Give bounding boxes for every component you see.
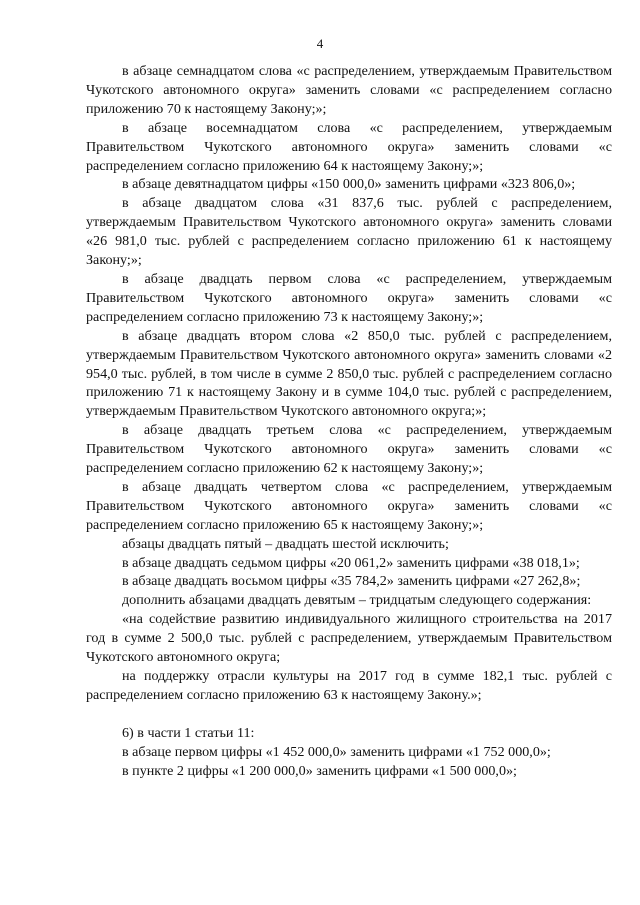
paragraph: в пункте 2 цифры «1 200 000,0» заменить цифрами «1 500 000,0»; <box>122 762 517 779</box>
paragraph: в абзаце восемнадцатом слова «с распределением, утверждаемым Правительством Чукотского автономного округа» заменить словами «с распределением согласно приложению 64 к настоящему Закону;»; <box>86 119 612 174</box>
paragraph: «на содействие развитию индивидуального жилищного строительства на 2017 год в сумме 2 500,0 тыс. рублей с распределением, утверждаемым Правительством Чукотского автономного округа; <box>86 611 612 666</box>
paragraph: в абзаце двадцать седьмом цифры «20 061,2» заменить цифрами «38 018,1»; <box>122 554 580 571</box>
paragraph: абзацы двадцать пятый – двадцать шестой исключить; <box>122 535 449 552</box>
paragraph: дополнить абзацами двадцать девятым – тридцатым следующего содержания: <box>122 592 592 609</box>
paragraph: на поддержку отрасли культуры на 2017 год в сумме 182,1 тыс. рублей с распределением согласно приложению 63 к настоящему Закону.»; <box>86 668 612 703</box>
paragraph: в абзаце двадцать восьмом цифры «35 784,2» заменить цифрами «27 262,8»; <box>122 573 581 590</box>
paragraph: в абзаце девятнадцатом цифры «150 000,0» заменить цифрами «323 806,0»; <box>122 176 576 193</box>
paragraph: в абзаце двадцать первом слова «с распределением, утверждаемым Правительством Чукотского автономного округа» заменить словами «с распределением согласно приложению 73 к настоящему Закону;»; <box>86 270 612 325</box>
paragraph: 6) в части 1 статьи 11: <box>122 724 255 741</box>
paragraph: в абзаце двадцать четвертом слова «с распределением, утверждаемым Правительством Чукотского автономного округа» заменить словами «с распределением согласно приложению 65 к настоящему Закону;»; <box>86 478 612 533</box>
page-number: 4 <box>316 36 324 51</box>
paragraph: в абзаце двадцать третьем слова «с распределением, утверждаемым Правительством Чукотского автономного округа» заменить словами «с распределением согласно приложению 62 к настоящему Закону;»; <box>86 422 612 477</box>
paragraph: в абзаце двадцатом слова «31 837,6 тыс. рублей с распределением, утверждаемым Правительством Чукотского автономного округа» заменить словами «26 981,0 тыс. рублей с распределением согласно приложению 61 к настоящему Закону;»; <box>86 195 612 269</box>
document-body <box>86 62 612 780</box>
paragraph: в абзаце семнадцатом слова «с распределением, утверждаемым Правительством Чукотского автономного округа» заменить словами «с распределением согласно приложению 70 к настоящему Закону;»; <box>86 63 612 117</box>
paragraph: в абзаце двадцать втором слова «2 850,0 тыс. рублей с распределением, утверждаемым Правительством Чукотского автономного округа» заменить словами «2 954,0 тыс. рублей, в том числе в сумме 2 850,0 тыс. рублей с распределением согласно приложению 71 к настоящему Закону и в сумме 104,0 тыс. рублей с распределением, утверждаемым Правительством Чукотского автономного округа;»; <box>86 327 612 420</box>
paragraph: в абзаце первом цифры «1 452 000,0» заменить цифрами «1 752 000,0»; <box>122 743 551 760</box>
